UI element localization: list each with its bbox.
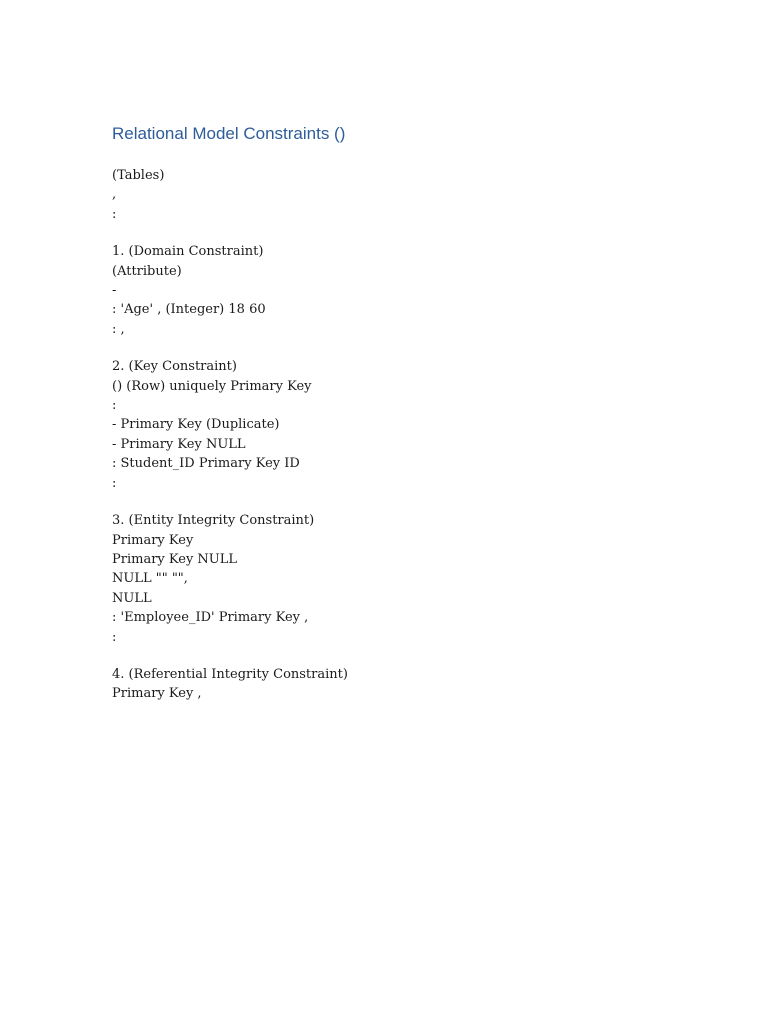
text-line: - Primary Key (Duplicate) (112, 417, 280, 433)
section-title: 3. (Entity Integrity Constraint) (112, 513, 315, 529)
section-title: 4. (Referential Integrity Constraint) (112, 666, 348, 682)
text-line: Primary Key NULL (112, 551, 238, 567)
text-line: : (112, 398, 117, 414)
text-line: - Primary Key NULL (112, 436, 246, 452)
key-constraint-section (112, 357, 656, 493)
domain-constraint-section (112, 242, 656, 339)
text-line: () (Row) uniquely Primary Key (112, 378, 312, 394)
intro-paragraph (112, 166, 656, 224)
text-line: (Attribute) (112, 263, 182, 279)
section-title: 2. (Key Constraint) (112, 359, 237, 375)
entity-integrity-section (112, 511, 656, 647)
document-heading: Relational Model Constraints () (112, 124, 346, 143)
text-line: : 'Employee_ID' Primary Key , (112, 610, 309, 626)
text-line: : (112, 629, 117, 645)
text-line: : Student_ID Primary Key ID (112, 456, 300, 472)
text-line: : (112, 206, 117, 222)
text-line: : (112, 475, 117, 491)
text-line: Primary Key (112, 532, 194, 548)
text-line: : 'Age' , (Integer) 18 60 (112, 302, 266, 318)
text-line: Primary Key , (112, 686, 202, 702)
section-title: 1. (Domain Constraint) (112, 244, 264, 260)
referential-integrity-section (112, 665, 656, 704)
text-line: (Tables) (112, 168, 165, 183)
text-line: NULL "" "", (112, 571, 188, 587)
text-line: , (112, 187, 117, 203)
text-line: : , (112, 321, 125, 337)
text-line: - (112, 283, 117, 299)
text-line: NULL (112, 590, 152, 606)
